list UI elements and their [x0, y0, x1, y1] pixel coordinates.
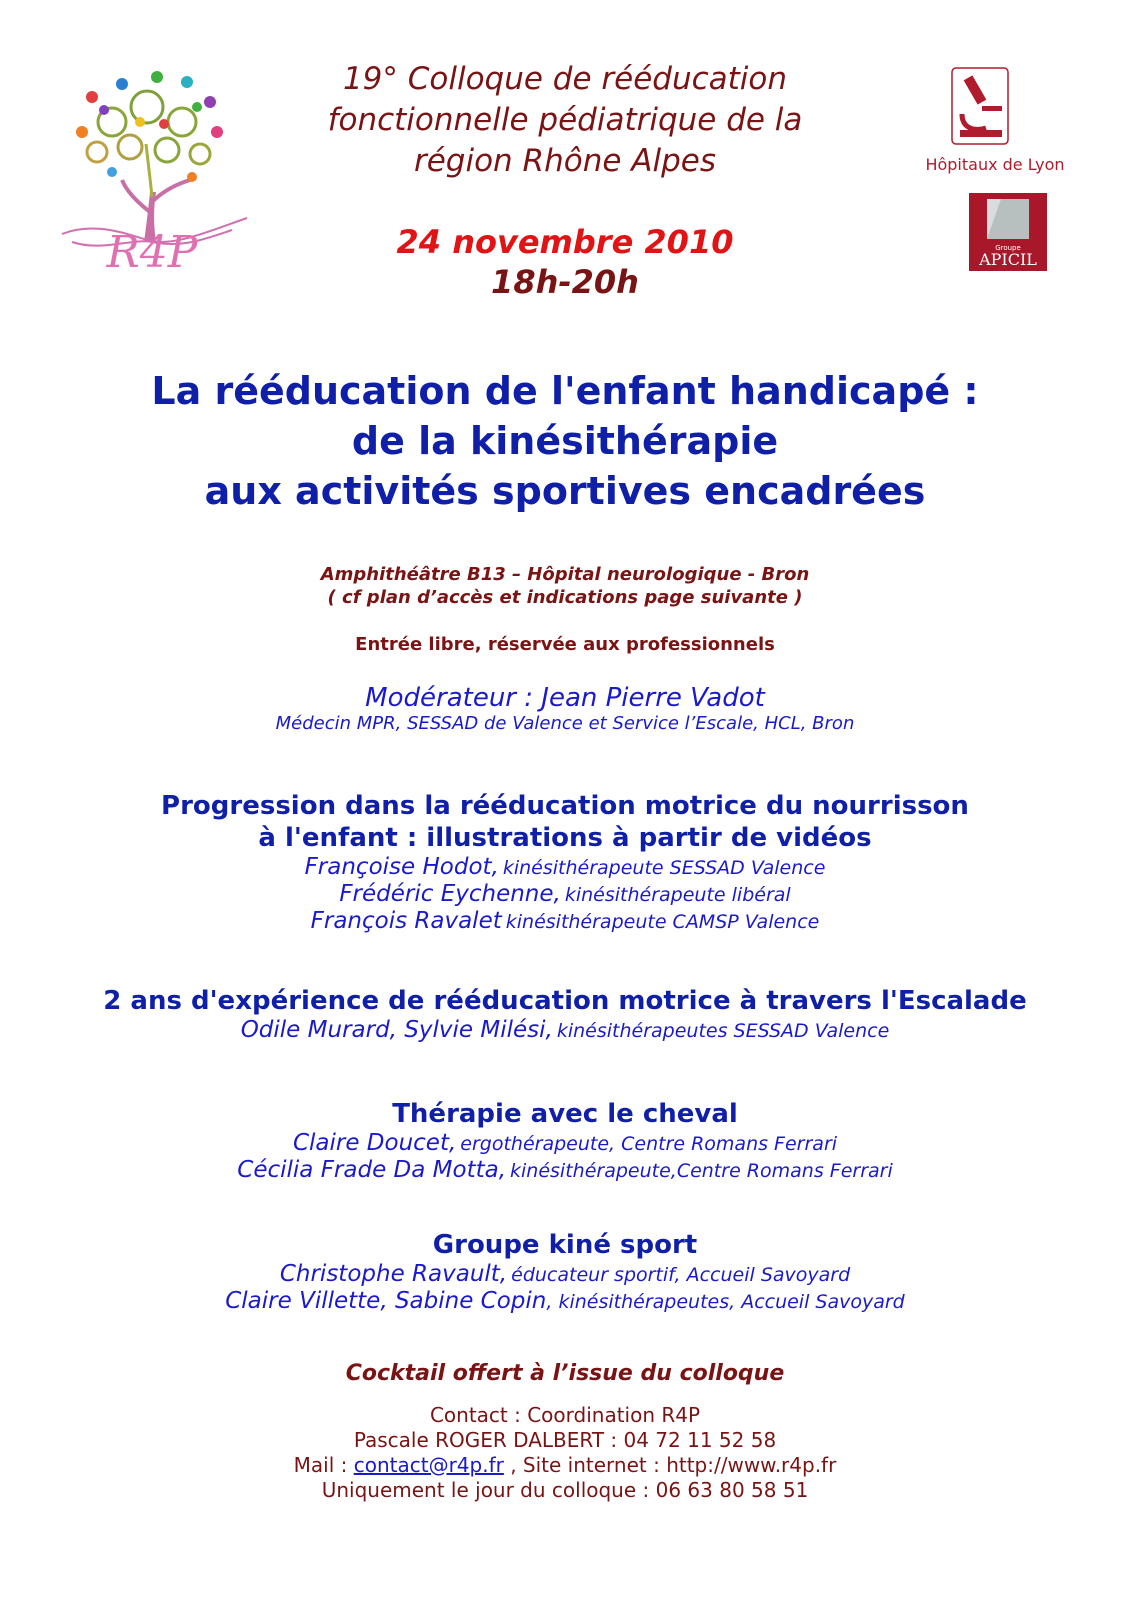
speaker-role: , kinésithérapeutes, Accueil Savoyard	[546, 1291, 905, 1313]
speaker-name: Odile Murard, Sylvie Milési,	[240, 1017, 553, 1043]
speaker-name: François Ravalet	[310, 908, 502, 934]
header-line-1: 19° Colloque de rééducation	[342, 61, 788, 97]
contact-person: Pascale ROGER DALBERT : 04 72 11 52 58	[353, 1428, 777, 1452]
moderator-role: Médecin MPR, SESSAD de Valence et Service l’Escale, HCL, Bron	[275, 713, 855, 734]
session-4-speaker-2	[0, 1287, 1130, 1318]
main-title-line-2: de la kinésithérapie	[351, 419, 779, 463]
venue-line-2: ( cf plan d’accès et indications page suivante )	[327, 587, 803, 608]
speaker-name: Claire Doucet,	[292, 1130, 457, 1156]
event-time: 18h-20h	[491, 263, 639, 301]
speaker-name: Françoise Hodot,	[304, 854, 499, 880]
mail-prefix: Mail :	[293, 1453, 354, 1477]
speaker-name: Frédéric Eychenne,	[339, 881, 561, 907]
day-phone: Uniquement le jour du colloque : 06 63 80 58 51	[321, 1478, 809, 1502]
venue-line-1: Amphithéâtre B13 – Hôpital neurologique - Bron	[320, 564, 810, 585]
session-1-title-line-1: Progression dans la rééducation motrice du nourrisson	[161, 791, 969, 821]
contact-mail-line	[0, 1452, 1130, 1478]
r4p-logo-text: R4P	[106, 227, 198, 274]
speaker-role: ergothérapeute, Centre Romans Ferrari	[460, 1133, 838, 1155]
speaker-name: Christophe Ravault,	[279, 1261, 508, 1287]
apicil-logo-text: APICIL	[979, 250, 1037, 269]
moderator-label: Modérateur : Jean Pierre Vadot	[365, 683, 765, 713]
session-2-title: 2 ans d'expérience de rééducation motrice à travers l'Escalade	[103, 986, 1027, 1016]
main-title-line-3: aux activités sportives encadrées	[204, 469, 926, 513]
speaker-name: Cécilia Frade Da Motta,	[237, 1157, 507, 1183]
main-title-line-1: La rééducation de l'enfant handicapé :	[151, 369, 979, 413]
session-1-title-line-2: à l'enfant : illustrations à partir de vidéos	[258, 823, 872, 853]
header-line-2: fonctionnelle pédiatrique de la	[327, 102, 803, 138]
speaker-name: Claire Villette, Sabine Copin	[225, 1288, 547, 1314]
contact-line: Contact : Coordination R4P	[429, 1403, 701, 1427]
speaker-role: kinésithérapeute libéral	[564, 884, 791, 906]
hcl-logo-text: Hôpitaux de Lyon	[925, 155, 1065, 174]
event-date: 24 novembre 2010	[396, 223, 734, 261]
speaker-role: kinésithérapeute CAMSP Valence	[505, 911, 820, 933]
session-1-speaker-3	[0, 907, 1130, 938]
apicil-logo-small: Groupe	[995, 244, 1021, 252]
site-text: , Site internet : http://www.r4p.fr	[503, 1453, 837, 1477]
speaker-role: éducateur sportif, Accueil Savoyard	[511, 1264, 851, 1286]
session-4-title: Groupe kiné sport	[432, 1230, 698, 1260]
header-line-3: région Rhône Alpes	[413, 143, 717, 179]
session-2-speaker-1	[0, 1016, 1130, 1047]
mail-link[interactable]: contact@r4p.fr	[353, 1453, 504, 1477]
cocktail-note: Cocktail offert à l’issue du colloque	[345, 1361, 785, 1386]
speaker-role: kinésithérapeute,Centre Romans Ferrari	[510, 1160, 893, 1182]
speaker-role: kinésithérapeutes SESSAD Valence	[556, 1020, 890, 1042]
session-3-title: Thérapie avec le cheval	[392, 1099, 738, 1129]
session-3-speaker-2	[0, 1156, 1130, 1187]
entry-note: Entrée libre, réservée aux professionnels	[355, 634, 775, 655]
speaker-role: kinésithérapeute SESSAD Valence	[502, 857, 826, 879]
